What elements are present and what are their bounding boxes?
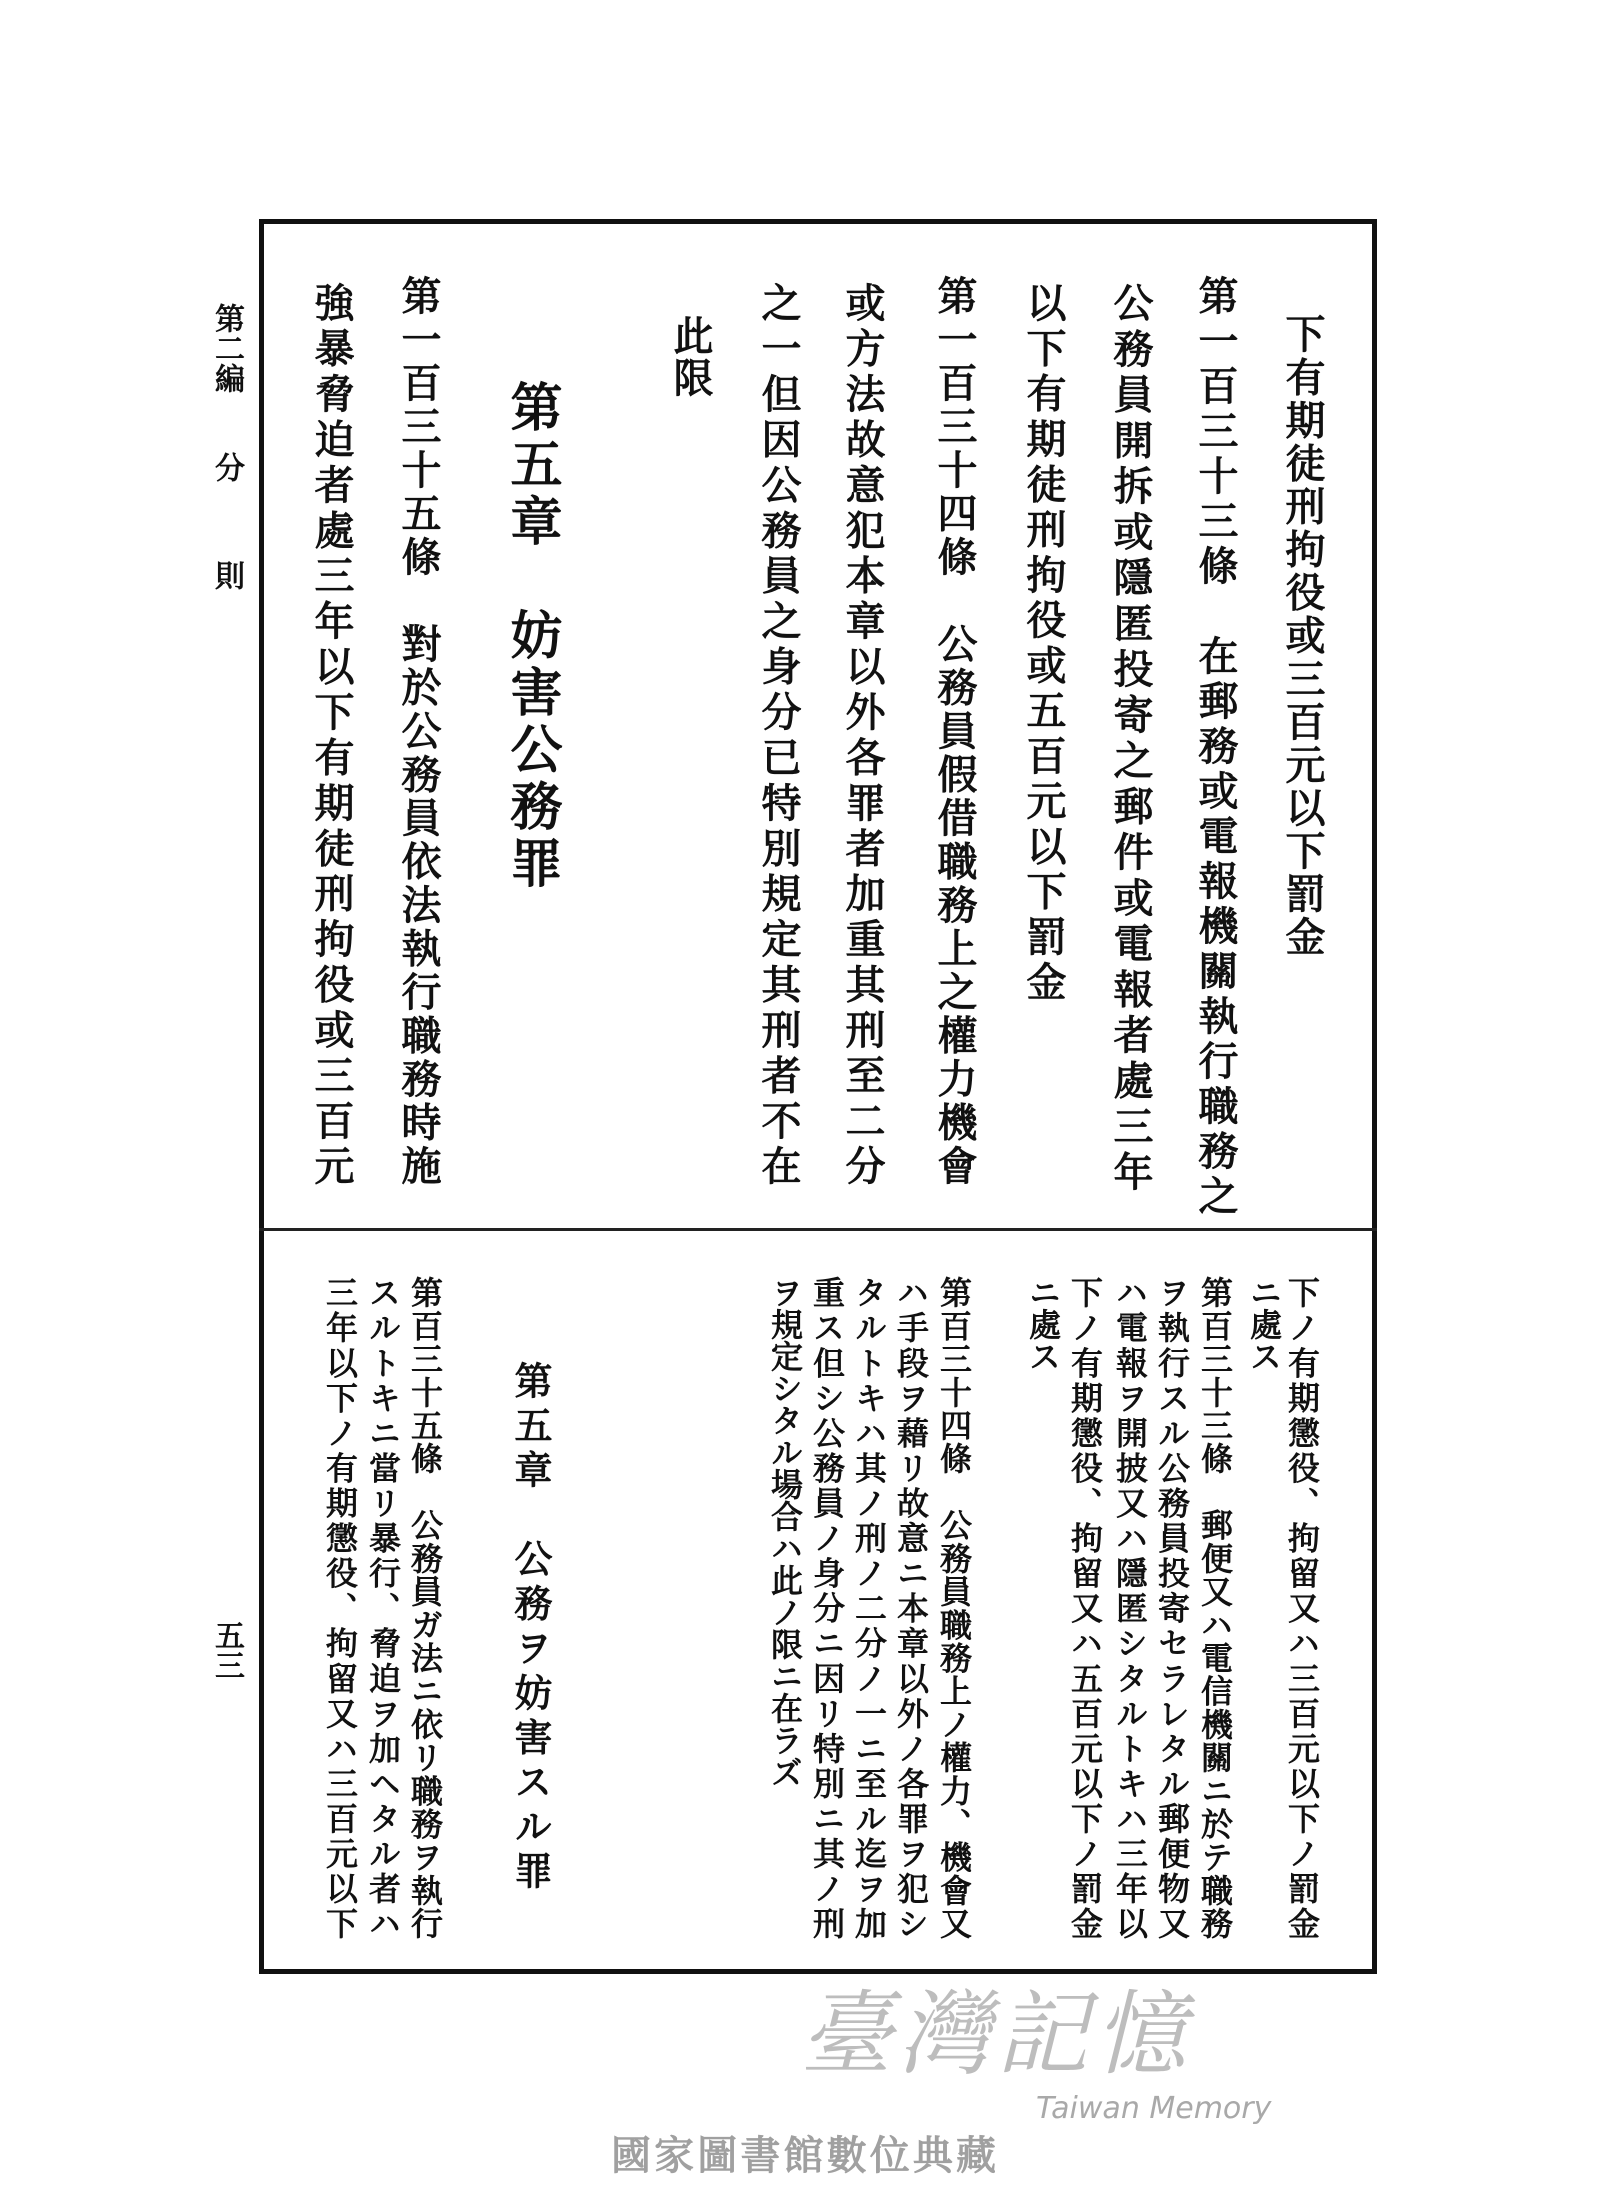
text-column: スルトキニ當リ暴行、脅迫ヲ加ヘタル者ハ xyxy=(364,1276,402,1939)
article-133-heading-ja: 第百三十三條 郵便又ハ電信機關ニ於テ職務 xyxy=(1196,1276,1234,1939)
text-column: ハ手段ヲ藉リ故意ニ本章以外ノ各罪ヲ犯シ xyxy=(892,1276,930,1939)
chapter-5-title-ja: 第五章 公務ヲ妨害スル罪 xyxy=(508,1361,553,1889)
text-column: 公務員開拆或隱匿投寄之郵件或電報者處三年 xyxy=(1107,282,1154,1191)
text-column: ニ處ス xyxy=(1024,1276,1062,1372)
section-label-a: 分 xyxy=(209,452,244,482)
chapter-5-title: 第五章 妨害公務罪 xyxy=(501,380,562,888)
text-column: 重ス但シ公務員ノ身分ニ因リ特別ニ其ノ刑 xyxy=(808,1276,846,1939)
text-column: 下有期徒刑拘役或三百元以下罰金 xyxy=(1279,313,1326,956)
text-column: 此限 xyxy=(667,315,714,397)
taiwan-memory-watermark: 臺灣記憶 xyxy=(800,1981,1193,2088)
text-column: 之一但因公務員之身分已特別規定其刑者不在 xyxy=(755,282,802,1185)
article-134-heading-ja: 第百三十四條 公務員職務上ノ權力、機會又 xyxy=(935,1276,973,1939)
text-column: 強暴脅迫者處三年以下有期徒刑拘役或三百元 xyxy=(308,282,355,1185)
text-column: 三年以下ノ有期懲役、拘留又ハ三百元以下 xyxy=(321,1276,359,1939)
section-label-b: 則 xyxy=(209,560,244,590)
text-column: 下ノ有期懲役、拘留又ハ三百元以下ノ罰金 xyxy=(1283,1276,1321,1939)
text-column: 以下有期徒刑拘役或五百元以下罰金 xyxy=(1020,282,1067,1001)
page-number: 五三 xyxy=(209,1620,244,1680)
section-divider xyxy=(259,1228,1377,1231)
article-135-heading: 第一百三十五條 對於公務員依法執行職務時施 xyxy=(395,275,442,1185)
text-column: ヲ執行スル公務員投寄セラレタル郵便物又 xyxy=(1153,1276,1191,1939)
text-column: 或方法故意犯本章以外各罪者加重其刑至二分 xyxy=(839,282,886,1185)
text-column: タルトキハ其ノ刑ノ二分ノ一ニ至ル迄ヲ加 xyxy=(850,1276,888,1939)
article-134-heading: 第一百三十四條 公務員假借職務上之權力機會 xyxy=(931,275,978,1185)
text-column: ハ電報ヲ開披又ハ隱匿シタルトキハ三年以 xyxy=(1111,1276,1149,1939)
part-label: 第二編 xyxy=(209,303,244,393)
text-column: ニ處ス xyxy=(1245,1276,1283,1372)
article-133-heading: 第一百三十三條 在郵務或電報機關執行職務之 xyxy=(1192,275,1239,1215)
taiwan-memory-watermark-subtitle: Taiwan Memory xyxy=(1036,2091,1272,2126)
article-135-heading-ja: 第百三十五條 公務員ガ法ニ依リ職務ヲ執行 xyxy=(406,1276,444,1939)
library-footer: 國家圖書館數位典藏 xyxy=(611,2133,996,2179)
text-column: 下ノ有期懲役、拘留又ハ五百元以下ノ罰金 xyxy=(1066,1276,1104,1939)
text-column: ヲ規定シタル場合ハ此ノ限ニ在ラズ xyxy=(766,1276,804,1788)
